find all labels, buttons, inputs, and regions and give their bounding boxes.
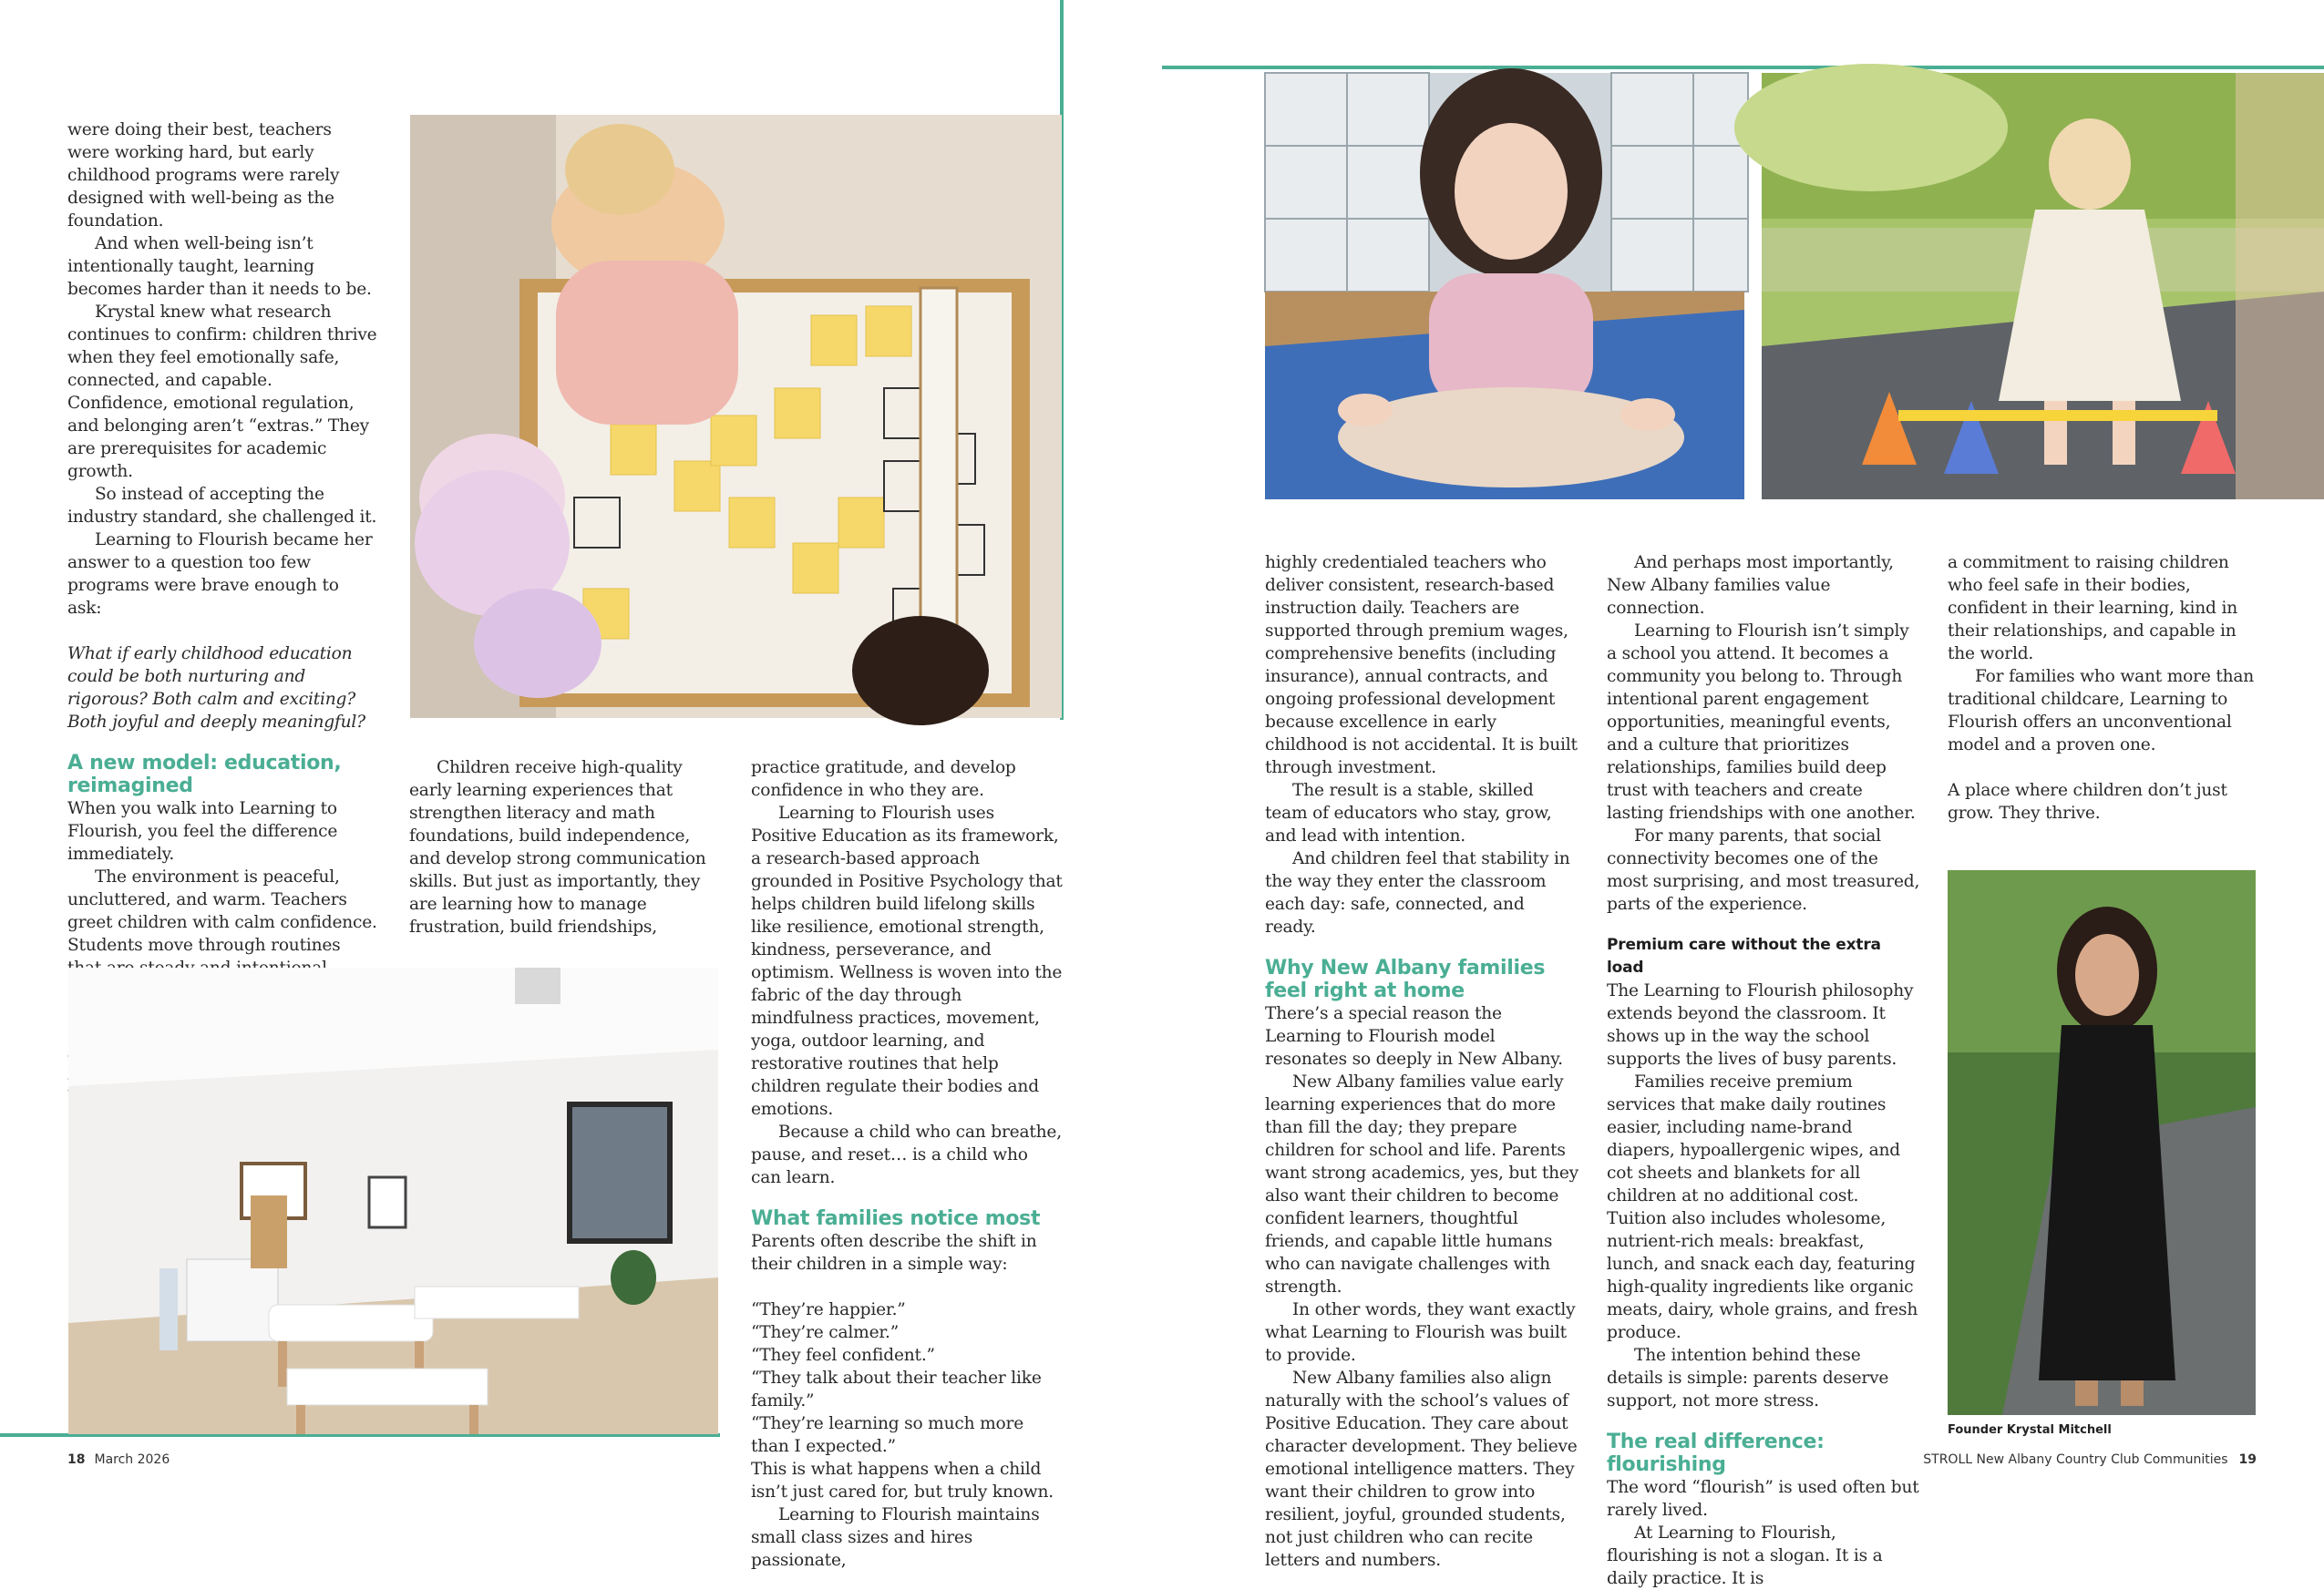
paragraph: The result is a stable, skilled team of educators who stay, grow, and lead with intention. bbox=[1265, 781, 1552, 846]
heading-premium-care: Premium care without the extra load bbox=[1607, 936, 1881, 977]
paragraph: At Learning to Flourish, flourishing is not a slogan. It is a daily practice. It is bbox=[1607, 1523, 1883, 1588]
left-col3-bottom-text bbox=[751, 1458, 1063, 1572]
paragraph: Learning to Flourish isn’t simply a school you attend. It becomes a community you belong to. Through intentional parent engagement opportunities, meaningful events, and a culture that prioritizes relationships, families build deep trust with teachers and create lasting friendships with one another. bbox=[1607, 621, 1916, 823]
right-col2-top-text bbox=[1607, 551, 1921, 916]
right-page-top-rule bbox=[1162, 66, 2324, 69]
heading-why-new-albany: Why New Albany families feel right at home bbox=[1265, 957, 1546, 1002]
paragraph: The intention behind these details is simple: parents deserve support, not more stress. bbox=[1607, 1346, 1889, 1410]
families-notice-intro: Parents often describe the shift in their children in a simple way: bbox=[751, 1232, 1037, 1274]
left-col1-top-text bbox=[67, 118, 377, 620]
quote-line: “They’re learning so much more than I expected.” bbox=[751, 1414, 1024, 1456]
paragraph: Learning to Flourish became her answer to a question too few programs were brave enough to ask: bbox=[67, 530, 373, 618]
paragraph: Because a child who can breathe, pause, and reset… is a child who can learn. bbox=[751, 1123, 1062, 1187]
right-col1-bottom-text bbox=[1265, 1002, 1579, 1572]
paragraph: Learning to Flourish maintains small class sizes and hires passionate, bbox=[751, 1505, 1040, 1570]
quote-line: “They feel confident.” bbox=[751, 1346, 935, 1365]
quote-line: “They’re calmer.” bbox=[751, 1323, 900, 1342]
quote-line: “They talk about their teacher like family.” bbox=[751, 1369, 1042, 1410]
right-col1-top-text bbox=[1265, 551, 1579, 939]
right-col2-bottom-text bbox=[1607, 1476, 1921, 1590]
photo-classroom bbox=[68, 968, 718, 1434]
issue-date: March 2026 bbox=[94, 1452, 170, 1467]
left-page-number: 18 bbox=[67, 1452, 86, 1467]
heading-new-model: A new model: education, reimagined bbox=[67, 752, 342, 797]
closing-line: A place where children don’t just grow. They thrive. bbox=[1948, 781, 2227, 823]
paragraph: For families who want more than traditional childcare, Learning to Flourish offers an unconventional model and a proven one. bbox=[1948, 667, 2255, 754]
paragraph: So instead of accepting the industry standard, she challenged it. bbox=[67, 485, 377, 527]
left-col2-text bbox=[409, 756, 719, 939]
right-col-3 bbox=[1948, 551, 2262, 825]
right-page-number: 19 bbox=[2238, 1452, 2257, 1467]
paragraph: highly credentialed teachers who deliver consistent, research-based instruction daily. Teachers are supported through premium wages, comprehensive benefits (including insurance), annual contracts, and ongoing professional development because excellence in early childhood is not accidental. It is built through investment. bbox=[1265, 553, 1578, 777]
paragraph: practice gratitude, and develop confidence in who they are. bbox=[751, 758, 1016, 800]
left-col-3 bbox=[751, 756, 1063, 1572]
paragraph: There’s a special reason the Learning to Flourish model resonates so deeply in New Albany. bbox=[1265, 1004, 1563, 1069]
photo-founder bbox=[1948, 870, 2256, 1415]
left-col3-top-text bbox=[751, 756, 1063, 1189]
right-col-2 bbox=[1607, 551, 1921, 1590]
paragraph: Children receive high-quality early learning experiences that strengthen literacy and math foundations, build independence, and develop strong communication skills. But just as importantly, they are learning how to manage frustration, build friendships, bbox=[409, 758, 706, 937]
left-col-1 bbox=[67, 118, 377, 1093]
right-col3-text bbox=[1948, 551, 2262, 756]
paragraph: were doing their best, teachers were working hard, but early childhood programs were rarely designed with well-being as the foundation. bbox=[67, 120, 340, 231]
paragraph: This is what happens when a child isn’t just cared for, but truly known. bbox=[751, 1460, 1054, 1502]
paragraph: When you walk into Learning to Flourish, you feel the difference immediately. bbox=[67, 799, 338, 864]
paragraph: Krystal knew what research continues to confirm: children thrive when they feel emotionally safe, connected, and capable. Confidence, emotional regulation, and belonging aren’t “extras.” They are prerequisites for academic growth. bbox=[67, 303, 377, 481]
magazine-name: STROLL New Albany Country Club Communities bbox=[1923, 1452, 2228, 1467]
quote-line: “They’re happier.” bbox=[751, 1300, 906, 1319]
right-col-1 bbox=[1265, 551, 1579, 1572]
heading-real-difference: The real difference: flourishing bbox=[1607, 1431, 1825, 1476]
photo-child-meditating bbox=[1265, 73, 1744, 499]
right-col2-middle-text bbox=[1607, 980, 1921, 1412]
pull-question: What if early childhood education could be both nurturing and rigorous? Both calm and exciting? Both joyful and deeply meaningful? bbox=[67, 644, 365, 732]
founder-photo-caption: Founder Krystal Mitchell bbox=[1948, 1423, 2112, 1437]
photo-alphabet-activity bbox=[410, 115, 1062, 718]
paragraph: And perhaps most importantly, New Albany families value connection. bbox=[1607, 553, 1894, 618]
left-col-2 bbox=[409, 756, 719, 939]
right-folio bbox=[1923, 1452, 2257, 1467]
paragraph: Learning to Flourish uses Positive Education as its framework, a research-based approach grounded in Positive Psychology that helps children build lifelong skills like resilience, emotional strength, kindness, perseverance, and optimism. Wellness is woven into the fabric of the day through mindfulness practices, movement, yoga, outdoor learning, and restorative routines that help children regulate their bodies and emotions. bbox=[751, 804, 1063, 1119]
left-folio bbox=[67, 1452, 170, 1467]
paragraph: The Learning to Flourish philosophy extends beyond the classroom. It shows up in the way the school supports the lives of busy parents. bbox=[1607, 981, 1914, 1069]
paragraph: And when well-being isn’t intentionally taught, learning becomes harder than it needs to be. bbox=[67, 234, 372, 299]
family-quotes bbox=[751, 1298, 1063, 1458]
heading-families-notice: What families notice most bbox=[751, 1207, 1041, 1230]
paragraph: The word “flourish” is used often but rarely lived. bbox=[1607, 1478, 1919, 1520]
paragraph: Families receive premium services that make daily routines easier, including name-brand diapers, hypoallergenic wipes, and cot sheets and blankets for all children at no additional cost. Tuition also includes wholesome, nutrient-rich meals: breakfast, lunch, and snack each day, featuring high-quality ingredients like organic meats, dairy, whole grains, and fresh produce. bbox=[1607, 1072, 1918, 1342]
paragraph: New Albany families also align naturally with the school’s values of Positive Education. They care about character development. They believe emotional intelligence matters. They want their children to grow into resilient, joyful, grounded students, not just children who can recite letters and numbers. bbox=[1265, 1369, 1578, 1570]
paragraph: a commitment to raising children who feel safe in their bodies, confident in their learning, kind in their relationships, and capable in the world. bbox=[1948, 553, 2237, 663]
paragraph: For many parents, that social connectivity becomes one of the most surprising, and most treasured, parts of the experience. bbox=[1607, 826, 1920, 914]
paragraph: And children feel that stability in the way they enter the classroom each day: safe, connected, and ready. bbox=[1265, 849, 1570, 937]
paragraph: In other words, they want exactly what Learning to Flourish was built to provide. bbox=[1265, 1300, 1576, 1365]
paragraph: New Albany families value early learning experiences that do more than fill the day; they prepare children for school and life. Parents want strong academics, yes, but they also want their children to become confident learners, thoughtful friends, and capable little humans who can navigate challenges with strength. bbox=[1265, 1072, 1578, 1297]
photo-child-obstacle-course bbox=[1762, 73, 2324, 499]
paragraph: The environment is peaceful, uncluttered, and warm. Teachers greet children with calm confidence. Students move through routines bbox=[67, 867, 377, 955]
